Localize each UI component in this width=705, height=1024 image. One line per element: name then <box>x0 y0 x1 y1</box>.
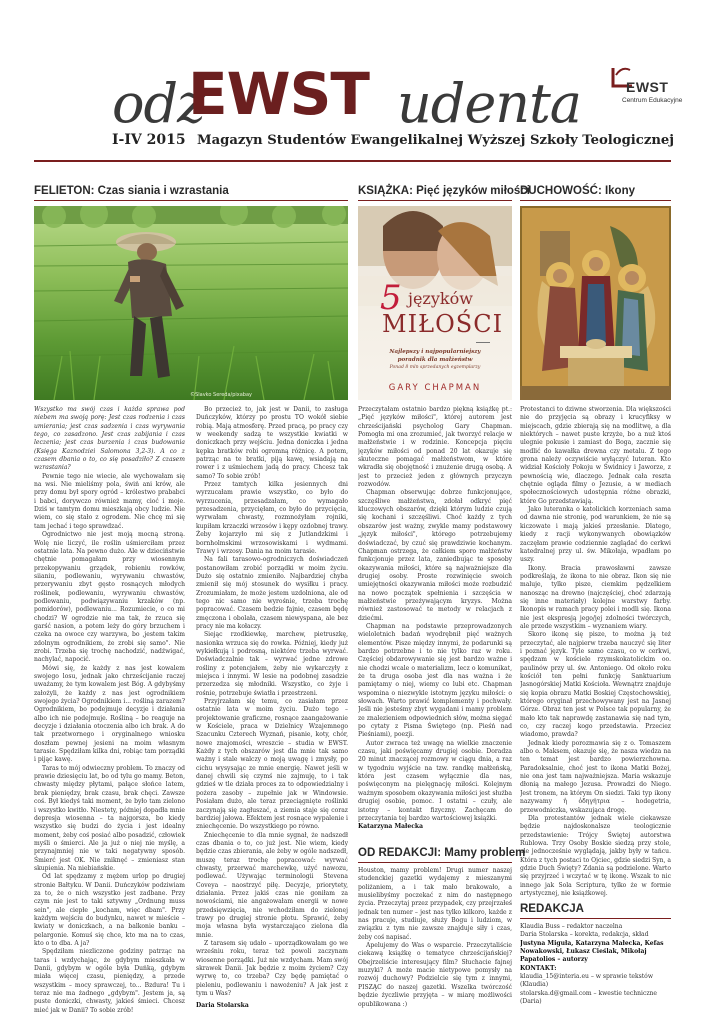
redakcja-line: Daria Stolarska – korekta, redakcja, skład <box>520 931 649 939</box>
od-redakcji-paragraph: Houston, mamy problem! Drugi numer naszej studenckiej gazetki wydajemy z mieszanymi poliżaniem, a i tak mało brakowało, a musielibyśmy poczekać z nim do następnego życia. Przeczytaj przez przypadek, czy przejrzałeś jednak ten numer – jest nas tylko kilkoro, każde z nas pracuje, studiuje, służy Bogu i ludziom, w związku z tym nie zawsze znajduje siły i czas, żeby coś napisać. <box>358 867 512 941</box>
section-rule-duchowosc <box>520 200 671 201</box>
felieton-paragraph: Bo przecież to, jak jest w Danii, to zasługa Duńczyków, którzy po prostu TO wokół siebie robią. Mają atmosferę. Przed pracą, po pracy czy w weekendy sadzą te wszystkie kwiatki w doniczkach przy wejściu. Jedna doniczka i jedna kępka bratków robi ogromną różnicę. A potem, patrząc na te bratki, piją kawę, wsiadają na rower i z uśmiechem jadą do pracy. Chcesz tak samo? To sobie zrób! <box>196 406 348 480</box>
book-cover-tagline-3: Ponad 8 mln sprzedanych egzemplarzy <box>389 365 481 370</box>
felieton-paragraph: Z tarasem się udało – uporządkowałam go we wrześniu roku, teraz też powoli zaczynam wiosenne porządki. Już nie wzdycham. Mam swój skrawek Danii. Jak będzie z moim życiem? Czy wyrwę to, co trzeba? Czy będę pamiętać o pieleniu, podlewaniu i nawożeniu? A jak jest z tym u Was? <box>196 940 348 998</box>
ksiazka-paragraph: Chapman obserwując dobrze funkcjonujące, szczęśliwe małżeństwa, zdołał odkryć pięć kluczowych obszarów, dzięki którym ludzie czują się kochani i szczęśliwi. Choć każdy z tych obszarów jest ważny, zwykle mamy podstawowy „język miłości", którego potrzebujemy doświadczać, by czuć się prawdziwie kochanym. Chapman ostrzega, że całkiem sporo małżeństw funkcjonuje przez lata, zaniedbując te sposoby okazywania miłości, które są najważniejsze dla drugiej osoby. Proste rozwinięcie swoich umiejętności okazywania miłości może rozbudzić na nowo początek spełnienia i szczęścia w małżeństwie przeżywającym kryzys. Można również zastosować te metody w relacjach z dziećmi. <box>358 489 512 622</box>
section-head-ksiazka: KSIĄŻKA: Pięć języków miłości <box>358 185 530 197</box>
redakcja-line: Klaudia Buss – redaktor naczelna <box>520 923 623 930</box>
felieton-paragraph: Mówi się, że każdy z nas jest kowalem swojego losu, jednak jako chrześcijanie raczej uważamy, że tym kowalem jest Bóg. A gdybyśmy założyli, że każdy z nas jest ogrodnikiem swojego życia? Ogrodnikiem i... rośliną zarazem? Ogrodnikiem, bo podejmuje decyzje i działania albo ich nie podejmuje. Rośliną – bo reaguje na decyzje i działania otoczenia albo ich brak. A do tak przetwornego i oryginalnego wniosku doszłam pewnej jesieni na moim własnym tarasie. Spędziłam kilka dni, robiąc tam porządki i pijąc kawę. <box>34 664 185 764</box>
section-rule-redakcja <box>520 918 671 919</box>
redakcja-contact-daria[interactable]: stolarska.d@gmail.com – kwestie techniczne (Daria) <box>520 989 657 1006</box>
book-cover-tagline-2: poradnik dla małżeństw <box>397 357 473 363</box>
duchowosc-paragraph: Dla protestantów jednak wiele ciekawsze będzie najdoskonalsze teologicznie przedstawienie: Trójcy Świętej autorstwa Rublowa. Trzy Osoby Boskie siedzą przy stole, ale jednocześnie wyglądają, jakby były w tańcu. Która z tych postaci to Ojciec, gdzie siedzi Syn, a gdzie Duch Święty? Zdania są podzielone. Warto się przyjrzeć i wczytać w tę ikonę. Wszak to nic innego jak Sola Scriptura, tylko że w formie artystycznej, nie książkowej. <box>520 814 671 897</box>
masthead-rule <box>34 160 671 162</box>
logo-caption: Centrum Edukacyjne <box>622 97 683 104</box>
book-cover-number: 5 <box>380 278 402 318</box>
issue-number: I-IV 2015 <box>112 132 186 148</box>
section-rule-od-redakcji <box>358 862 512 863</box>
felieton-paragraph: Pewnie tego nie wiecie, ale wychowałam się na wsi. Nie mieliśmy pola, świń ani krów, ale przy domu był spory ogród – królestwo prababci i babci, dorywczo również mamy, cioć i moje. Dziś w tamtym domu mieszkają obcy ludzie. Nie wiem, co się stało z ogrodem. Nie chcę mi się tam jechać i tego sprawdzać. <box>34 472 185 530</box>
masthead-ewst: EWST <box>188 60 369 128</box>
logo-mark-text: EWST <box>626 79 669 95</box>
ksiazka-paragraph: Chapman na podstawie przeprowadzonych wieloletnich badań wyodrębnił pięć ważnych elementów. Pisze między innymi, że podarunki są bardzo potrzebne i to nie tylko raz w roku. Częściej obdarowywanie się jest bardzo ważne i nie chodzi wcale o materializm, lecz o komunikat, że ta druga osoba jest dla nas ważna i że pamiętamy o niej, wiemy co lubi etc. Chapman wspomina o niezwykle istotnym języku miłości: o słowach. Warto prawić komplementy i pochwały. Jeśli nie jesteśmy zbyt wygadani i mamy problem ze znalezieniem odpowiednich słów, można sięgać po cytaty z Pisma Świętego (np. Pieśń nad Pieśniami), poezji. <box>358 622 512 739</box>
duchowosc-paragraph: Jako luteranka o katolickich korzeniach sama od dawna nie stronię, pod warunkiem, że nie są kiczowate i mają jakieś przesłanie. Dlatego, kiedy z racji wykonywanych obowiązków zaczęłam prawie codziennie zaglądać do cerkwi katedralnej przy ul. św. Mikołaja, wpadłam po uszy. <box>520 506 671 564</box>
book-cover-author: GARY CHAPMAN <box>388 383 482 393</box>
photo-credit: ©Slavko Sereda/pixabay <box>190 392 252 398</box>
felieton-paragraph: Od lat spędzamy z mężem urlop po drugiej stronie Bałtyku. W Danii. Duńczyków podziwiam za to, że o nich wszystko jest zadbane. Przy czym nie jest to taki sztywny „Ordnung muss sein", ale ciepłe „kocham, więc dbam". Przy każdym wejściu do budynku, nawet w mieście – kwiaty w doniczkach, a na balkonie banku – pelargonie. Komuś się chce, kto ma na to czas, kto o to dba. A ja? <box>34 873 185 947</box>
farmer-rice-field-photo <box>34 206 348 400</box>
trinity-icon-image <box>520 206 671 400</box>
book-cover-image <box>358 206 512 400</box>
felieton-paragraph: Wszystko ma swój czas i każda sprawa pod niebem ma swoją porę: Jest czas rodzenia i czas umierania; jest czas sadzenia i czas wyrywania tego, co zasadzono. Jest czas zabijania i czas leczenia; jest czas burzenia i czas budowania (Księga Kaznodziei Salomona 3,2-3). A co z czasem dbania o to, co się posadziło? Z czasem wzrastania? <box>34 406 185 472</box>
felieton-column-1 <box>34 406 185 1016</box>
redakcja-line: Justyna Miguła, Katarzyna Małecka, Kefas Nowakowski, Łukasz Cieślak, Mikołaj Papatolios – autorzy <box>520 939 664 964</box>
duchowosc-paragraph: Ikony. Bracia prawosławni zawsze podkreślają, że ikona to nie obraz. Ikon się nie maluje, tylko pisze, ciemkim pędzelkiem nanosząc na drewno (najczęściej, choć zdarzają się inne materiały) kolejne warstwy farby. Ikonopis w ramach pracy polei i modli się. Ikona nie jest ekspresją jego/jej zdolności twórczych, ale przede wszystkim – wyznaniem wiary. <box>520 564 671 630</box>
redakcja-column <box>520 923 671 1018</box>
book-cover-tagline-1: Najlepszy i najpopularniejszy <box>389 349 481 355</box>
section-rule-felieton <box>34 200 348 201</box>
felieton-paragraph: Przez tamtych kilka jesiennych dni wyrzucałam prawie wszystko, co było do wyrzucenia, przesadzałam, co wymagało przesadzenia, przycięłam, co było do przycięcia, wyrwałam chwasty, rozmnożyłam rojniki, kupiłam krzaczki wrzosów i kępy ozdobnej trawy. Żeby kojarzyło mi się z Jutlandzkimi i bornholmskimi wrzosowiskami i wydmami. Trawy i wrzosy. Dania na moim tarasie. <box>196 481 348 555</box>
masthead-script-right: udenta <box>397 72 581 135</box>
felieton-paragraph: Siejąc rzodkiewkę, marchew, pietruszkę, nasionka wrzuca się do rowka. Później, kiedy już wykiełkują i podrosną, niektóre trzeba wyrwać. Doświadczalnie tak – wyrwać jedne zdrowe rośliny z potencjałem, żeby nie wykarczyły z miejsca i innymi. W lesie na podobnej zasadzie przerzedza się młodniki. Wszystko, co żyje i rośnie, potrzebuje światła i przestrzeni. <box>196 631 348 697</box>
ewst-logo <box>604 66 682 116</box>
redakcja-contact-klaudia[interactable]: klaudia_15@interia.eu – w sprawie tekstów (Klaudia) <box>520 973 654 989</box>
ksiazka-paragraph: Przeczytałam ostatnio bardzo piękną książkę pt.: „Pięć języków miłości", której autorem jest chrześcijański psycholog Gary Chapman. Pomogła mi ona zrozumieć, jak tworzyć relacje w małżeństwie i w rodzinie. Koncepcja pięciu języków miłości od ponad 20 lat okazuje się skuteczne pomagać małżeństwom, w które wkradła się obojętność i znużenie drugą osobą. A jest to przecież jeden z głównych przyczyn rozwodów. <box>358 406 512 489</box>
felieton-signature: Daria Stolarska <box>196 1002 249 1010</box>
od-redakcji-paragraph: Apelujemy do Was o wsparcie. Przeczytaliście ciekawą książkę o tematyce chrześcijańskiej? Obejrzeliście interesujący film? Słuchacie fajnej muzyki? A może macie nietypowe pomysły na rozwój duchowy? Podzielcie się tym z innymi, PISZĄC do naszej gazetki. Wszelka twórczość będzie życzliwie przyjęta – w miarę możliwości opublikowana :) <box>358 942 512 1008</box>
felieton-column-2 <box>196 406 348 1016</box>
felieton-paragraph: Spędziłam niezliczone godziny patrząc na taras i wzdychając, że gdybym mieszkała w Danii, gdybym w ogóle była Duńką, gdybym miała więcej czasu, pieniędzy, a przede wszystkim – mocy sprawczej, to... Bzdura! Tu i teraz nie ma żadnego „gdybym". Jestem ja, są puste doniczki, chwasty, jakieś śmieci. Chcesz mieć jak w Danii? To sobie zrób! <box>34 948 185 1014</box>
ksiazka-paragraph: Autor zwraca też uwagę na wielkie znaczenie czasu, jaki poświęcamy drugiej osobie. Doradza 20 minut znaczącej rozmowy w ciągu dnia, a raz w tygodniu wyjście na tzw. randkę małżeńską, która jest czasem wyłącznie dla nas, poświęconym na pielęgnację miłości. Kolejnym ważnym sposobem okazywania miłości jest służba drugiej osobie, pomoc. I ostatni – czuły, ale istotny – kontakt fizyczny. Zachęcam do przeczytania tej bardzo wartościowej książki. <box>358 739 512 822</box>
magazine-subtitle: Magazyn Studentów Ewangelikalnej Wyższej Szkoły Teologicznej <box>197 133 675 148</box>
book-cover-title-2: MIŁOŚCI <box>382 310 504 338</box>
trinity-icon <box>520 206 671 400</box>
book-cover-publisher-mark <box>476 338 490 343</box>
redakcja-line: KONTAKT: <box>520 964 557 972</box>
duchowosc-paragraph: Protestanci to dziwne stworzenia. Dla większości nie do przyjęcia są obrazy i krucyfiksy w miejscach, gdzie zbierają się na modlitwę, a dla niektórych – nawet puste krzyże, bo a nuż ktoś ulegnie pokusie i zamiast do Boga, zacznie się modlić do kawałka drewna czy metalu. Z tego grona należy oczywiście wyłączyć luteran. Kto widział Kościoły Pokoju w Świdnicy i Jaworze, z pewnością wie, dlaczego. Jednak cała reszta chętnie ogląda filmy o Jezusie, a w mediach społecznościowych udostępnia różne obrazki, które Go przedstawiają. <box>520 406 671 505</box>
duchowosc-column <box>520 406 671 898</box>
section-head-duchowosc: DUCHOWOŚĆ: Ikony <box>520 185 635 197</box>
od-redakcji-column <box>358 867 512 1017</box>
section-head-od-redakcji: OD REDAKCJI: Mamy problem <box>358 847 526 859</box>
book-cover-title-1: języków <box>408 289 473 308</box>
masthead-script-left: odz <box>112 72 205 135</box>
felieton-paragraph: Zniechęcenie to dla mnie sygnał, że nadszedł czas dbania o to, co już jest. Nie wiem, kiedy będzie czas zbierania, ale żeby w ogóle nadszedł, muszę teraz trochę popracować: wyrwać chwasty, przerwać marchewkę, użyć nawozu, podlewać. Używając terminologii Stevena Coveya – naostrzyć piłę. Decyzje, priorytety, działania. Przez jakiś czas nie goniłam za nowościami, nie angażowałam energii w nowe przedsięwzięcia, nie wchodziłam do zielonej trawy po drugiej stronie płotu. Sprawić, żeby moja własna była wystarczająco zielona dla mnie. <box>196 831 348 939</box>
duchowosc-paragraph: Skoro ikonę się pisze, to można ją też przeczytać, ale najpierw trzeba nauczyć się liter i poznać język. Tyle samo czasu, co w cerkwi, spędzam w kościele rzymskokatolickim oo. paulinów przy ul. św. Antoniego. Od około roku kościół ten pełni funkcję Sanktuarium Jasnogórskiej Matki Kościoła. Wewnątrz znajduje się kopia obrazu Matki Boskiej Częstochowskiej, którego oryginał przechowywany jest na Jasnej Górze. Obraz ten jest w Polsce tak popularny, że mało kto tak naprawdę zastanawia się nad tym, co, czy raczej kogo przedstawia. Przeciez wiadomo, prawda? <box>520 631 671 739</box>
duchowosc-paragraph: Jednak kiedy porozmawia się z o. Tomaszem albo o. Maksem, okazuje się, że nasza wiedza na ten temat jest bardzo powierzchowna. Paradoksalnie, choć jest to ikona Matki Bożej, nie ona jest tam najważniejsza. Maria wskazuje dłonią na małego Jezusa. Prowadzi do Niego. Jest tronem, na którym On siedzi. Taki typ ikony nazywamy ἡ ὁδηγήτρια – hodegetria, przewodniczka, wskazująca drogę. <box>520 739 671 814</box>
felieton-paragraph: Taras to mój odwieczny problem. To znaczy od prawie dziesięciu lat, bo od tylu go mamy. Beton, chwasty między płytami, pałące słońce latem, brak pieniędzy, brak czasu, brak chęci. Zawsze coś. Był kiedyś taki moment, że było tam zielono i wszystko kwitło. Niestety, później dopadła mnie depresja wiosenna – ta najgorsza, bo kiedy wszystko się budzi do życia i jest idealny moment, żeby coś posiać albo posadzić, człowiek myśli o śmierci. Ale ja już o niej nie myślę, a przynajmniej nie w taki negatywny sposób. Śmierć jest OK. Nie zniknęć – zmieniasz stan skupienia. Na niebiańskie. <box>34 764 185 872</box>
section-head-felieton: FELIETON: Czas siania i wzrastania <box>34 185 229 197</box>
section-head-redakcja: REDAKCJA <box>520 903 584 915</box>
felieton-paragraph: Na fali tarasowo-ogrodniczych doświadczeń postanowiłam zrobić porządki w moim życiu. Dużo się ostatnio zmieniło. Najbardziej chyba zmienił się mój stosunek do wysiłku i pracy. Zrozumiałam, że może jestem uzdolniona, ale od tego nic samo nie wyrośnie, trzeba trochę popracować. Czasem bedzie fajnie, czasem będę zmęczona i obolała, czasem niewyspana, ale bez pracy nie ma kołaczy. <box>196 556 348 630</box>
ksiazka-column <box>358 406 512 844</box>
ksiazka-signature: Katarzyna Małecka <box>358 823 424 831</box>
felieton-paragraph: Przyjrzałam się temu, co zasiałam przez ostatnie lata w moim życiu. Dużo tego – projektowanie graficzne, rosnące zaangażowanie w Kościele, praca w Dzielnicy Wzajemnego Szacunku Czterech Wyznań, pisanie, koty, chór, nowe znajomości, wreszcie – studia w EWST. Każdy z tych obszarów jest dla mnie tak samo ważny i stale walczy o moją uwagę i zmysły, po cichu wysysając ze mnie energię. Nawet jeśli w danej chwili się czymś nie zajmuję, to i tak gdzieś w tle działa proces za to odpowiedzialny i pożera zasoby – zupełnie jak w Windowsie. Posiałam dużo, ale teraz przeciągnięte roślinki zaczynają się zagłuszać, a ziemia staje się coraz bardziej jałowa. Efektem jest rosnące wypalenie i zniechęcenie. Do wszystkiego po równo. <box>196 698 348 831</box>
section-rule-ksiazka <box>358 200 512 201</box>
felieton-paragraph: Ogrodnictwo nie jest moją mocną stroną. Wolę nie liczyć, ile roślin uśmierciłam przez ostatnie lata. Na pewno dużo. Ale w dzieciństwie chętnie pomagałam przy wiosennym przekopywaniu grządek, robieniu rowków, siianiu, podlewaniu, wyrywaniu chwastów, przerywaniu zbyt gęsto rosnących młodych roślinek, podlewaniu, wyrywaniu chwastów, podlewaniu, podwiązywaniu krzaków (np. pomidorów), podlewaniu... Rozumiecie, o co mi chodzi? W ogrodzie nie ma tak, że rzuca się garść nasion, a potem leży do góry brzuchem i czeka na owoce czy warzywa, bo ,jestem takim zdolnym ogrodnikiem, że zrobi się samo". Nie zrobi. Trzeba się trochę nachodzić, nadźwigać, nachylać, napocić. <box>34 531 185 664</box>
